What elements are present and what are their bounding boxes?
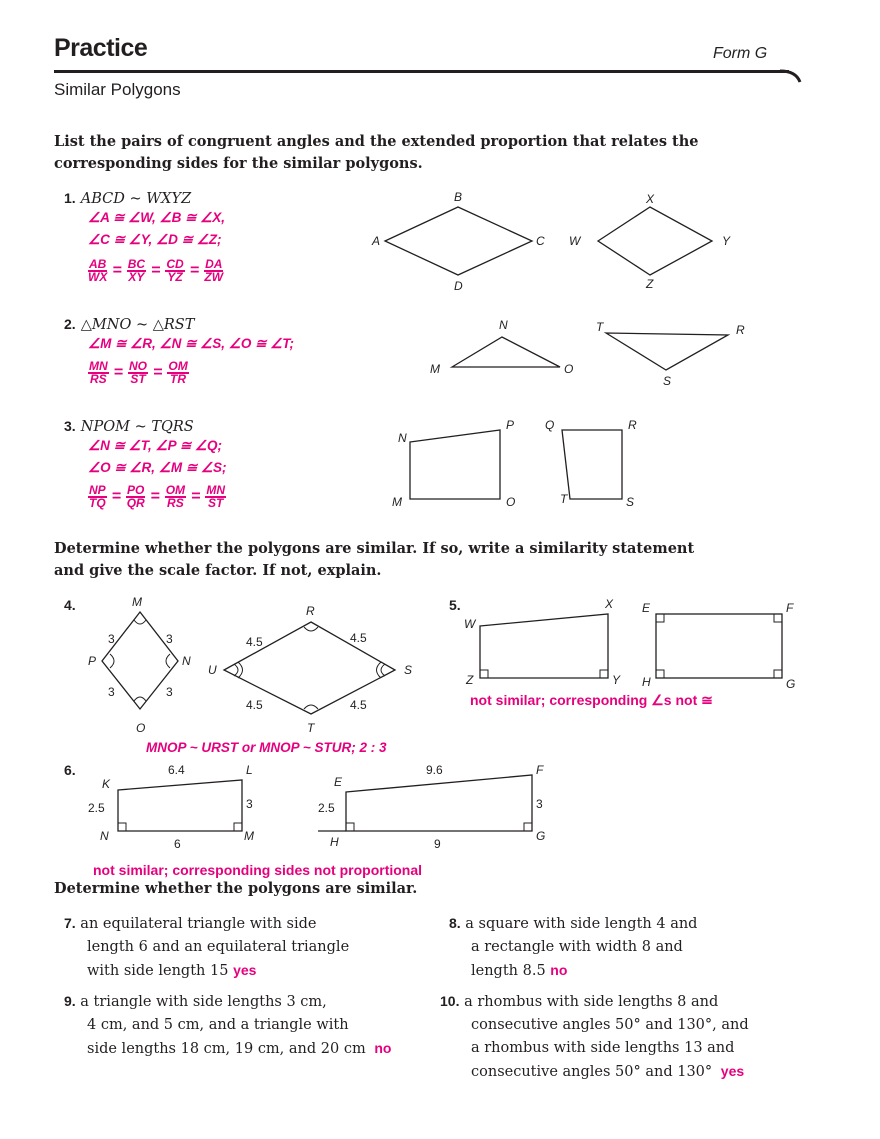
figure-6 bbox=[80, 758, 560, 856]
svg-text:Z: Z bbox=[466, 673, 474, 687]
rhombus-wxyz bbox=[598, 207, 712, 275]
figure-5 bbox=[458, 594, 798, 694]
svg-text:9.6: 9.6 bbox=[426, 763, 443, 777]
svg-text:H: H bbox=[330, 835, 339, 849]
label-Z: Z bbox=[646, 277, 654, 291]
svg-text:S: S bbox=[404, 663, 413, 677]
label-A: A bbox=[372, 234, 381, 248]
svg-text:R: R bbox=[628, 418, 637, 432]
page-subtitle: Similar Polygons bbox=[54, 80, 181, 99]
quad-npom bbox=[410, 430, 500, 499]
svg-text:N: N bbox=[182, 654, 191, 668]
proportion-2: $\frac{MN}{RS}$ = $\frac{NO}{ST}$ = $\frac{OM}{TR}$ bbox=[89, 359, 188, 386]
figure-1 bbox=[360, 185, 760, 295]
svg-text:X: X bbox=[605, 597, 614, 611]
svg-text:M: M bbox=[244, 829, 254, 843]
triangle-rst bbox=[606, 333, 728, 370]
figure-3 bbox=[390, 412, 650, 512]
svg-text:4.5: 4.5 bbox=[246, 635, 263, 649]
svg-text:N: N bbox=[398, 431, 407, 445]
svg-text:S: S bbox=[626, 495, 635, 509]
svg-text:3: 3 bbox=[536, 797, 543, 811]
svg-text:K: K bbox=[102, 777, 111, 791]
problem-1: 1. ABCD ~ WXYZ ∠A ≅ ∠W, ∠B ≅ ∠X, ∠C ≅ ∠Y, ∠D ≅ ∠Z; $\frac{AB}{WX}$ = $\frac{BC}{XY}$ = $\frac{CD}{YZ}$ = $\frac{DA}{ZW}$ bbox=[64, 190, 226, 284]
section3-instruction: Determine whether the polygons are similar. bbox=[54, 880, 418, 897]
svg-text:Q: Q bbox=[545, 418, 555, 432]
svg-text:U: U bbox=[208, 663, 217, 677]
svg-text:G: G bbox=[536, 829, 546, 843]
problem-2: 2. △MNO ~ △RST ∠M ≅ ∠R, ∠N ≅ ∠S, ∠O ≅ ∠T; $\frac{MN}{RS}$ = $\frac{NO}{ST}$ = $\frac{OM}{TR}$ bbox=[64, 316, 295, 386]
problem-5-number: 5. bbox=[449, 597, 461, 613]
svg-text:E: E bbox=[334, 775, 343, 789]
answer-6: not similar; corresponding sides not proportional bbox=[93, 862, 423, 878]
svg-text:N: N bbox=[499, 318, 508, 332]
svg-text:R: R bbox=[306, 604, 315, 618]
svg-text:3: 3 bbox=[166, 685, 173, 699]
svg-text:H: H bbox=[642, 675, 651, 689]
proportion-3: $\frac{NP}{TQ}$ = $\frac{PO}{QR}$ = $\frac{OM}{RS}$ = $\frac{MN}{ST}$ bbox=[89, 483, 226, 510]
question-9: 9. a triangle with side lengths 3 cm, 4 cm, and 5 cm, and a triangle with side lengths 18 cm, 19 cm, and 20 cm no bbox=[64, 993, 392, 1057]
question-8: 8. a square with side length 4 and a rectangle with width 8 and length 8.5 no bbox=[449, 915, 698, 979]
svg-text:3: 3 bbox=[108, 685, 115, 699]
rhombus-abcd bbox=[385, 207, 532, 275]
figure-2 bbox=[420, 315, 760, 395]
problem-3: 3. NPOM ~ TQRS ∠N ≅ ∠T, ∠P ≅ ∠Q; ∠O ≅ ∠R, ∠M ≅ ∠S; $\frac{NP}{TQ}$ = $\frac{PO}{QR}$ = $\frac{OM}{RS}$ = $\frac{MN}{ST}$ bbox=[64, 418, 227, 510]
header-rule bbox=[54, 70, 789, 73]
svg-text:P: P bbox=[506, 418, 515, 432]
answer-4: MNOP ~ URST or MNOP ~ STUR; 2 : 3 bbox=[146, 740, 387, 755]
svg-text:2.5: 2.5 bbox=[88, 801, 105, 815]
problem-4-number: 4. bbox=[64, 597, 76, 613]
quad-wxyz bbox=[480, 614, 608, 678]
label-B: B bbox=[454, 190, 463, 204]
svg-text:M: M bbox=[132, 595, 142, 609]
label-Y: Y bbox=[722, 234, 731, 248]
rect-efgh bbox=[656, 614, 782, 678]
section1-instruction: List the pairs of congruent angles and the extended proportion that relates the corresponding sides for the similar polygons. bbox=[54, 133, 699, 172]
page-title: Practice bbox=[54, 34, 148, 62]
svg-text:L: L bbox=[246, 763, 253, 777]
svg-text:M: M bbox=[430, 362, 440, 376]
svg-text:F: F bbox=[536, 763, 544, 777]
question-10: 10. a rhombus with side lengths 8 and consecutive angles 50° and 130°, and a rhombus with side lengths 13 and consecutive angles 50° and 130° yes bbox=[440, 993, 749, 1080]
svg-text:W: W bbox=[464, 617, 476, 631]
quad-tqrs bbox=[562, 430, 622, 499]
header-rule-curl bbox=[780, 66, 804, 86]
proportion-1: $\frac{AB}{WX}$ = $\frac{BC}{XY}$ = $\frac{CD}{YZ}$ = $\frac{DA}{ZW}$ bbox=[88, 257, 224, 284]
svg-text:3: 3 bbox=[166, 632, 173, 646]
problem-6-number: 6. bbox=[64, 762, 76, 778]
question-7: 7. an equilateral triangle with side length 6 and an equilateral triangle with side length 15 yes bbox=[64, 915, 350, 979]
svg-text:6: 6 bbox=[174, 837, 181, 851]
form-label: Form G bbox=[713, 45, 768, 62]
svg-text:T: T bbox=[560, 492, 568, 506]
quad-efgh bbox=[346, 775, 532, 831]
svg-text:2.5: 2.5 bbox=[318, 801, 335, 815]
svg-text:O: O bbox=[506, 495, 516, 509]
svg-text:4.5: 4.5 bbox=[246, 698, 263, 712]
svg-text:3: 3 bbox=[108, 632, 115, 646]
label-W: W bbox=[569, 234, 581, 248]
svg-text:M: M bbox=[392, 495, 402, 509]
label-D: D bbox=[454, 279, 463, 293]
svg-text:N: N bbox=[100, 829, 109, 843]
svg-text:P: P bbox=[88, 654, 97, 668]
figure-4 bbox=[80, 592, 440, 737]
label-X: X bbox=[646, 192, 655, 206]
svg-text:O: O bbox=[136, 721, 146, 735]
svg-text:3: 3 bbox=[246, 797, 253, 811]
svg-text:S: S bbox=[663, 374, 672, 388]
svg-text:Y: Y bbox=[612, 673, 621, 687]
quad-klmn bbox=[118, 780, 242, 831]
triangle-mno bbox=[452, 337, 560, 367]
label-C: C bbox=[536, 234, 545, 248]
answer-5: not similar; corresponding ∠s not ≅ bbox=[470, 692, 713, 708]
svg-text:T: T bbox=[307, 721, 315, 735]
svg-text:6.4: 6.4 bbox=[168, 763, 185, 777]
svg-text:4.5: 4.5 bbox=[350, 631, 367, 645]
svg-text:F: F bbox=[786, 601, 794, 615]
svg-text:R: R bbox=[736, 323, 745, 337]
svg-text:O: O bbox=[564, 362, 574, 376]
svg-text:T: T bbox=[596, 320, 604, 334]
section2-instruction: Determine whether the polygons are similar. If so, write a similarity statement and give the scale factor. If not, explain. bbox=[54, 540, 695, 579]
svg-text:4.5: 4.5 bbox=[350, 698, 367, 712]
svg-text:E: E bbox=[642, 601, 651, 615]
svg-text:G: G bbox=[786, 677, 796, 691]
svg-text:9: 9 bbox=[434, 837, 441, 851]
